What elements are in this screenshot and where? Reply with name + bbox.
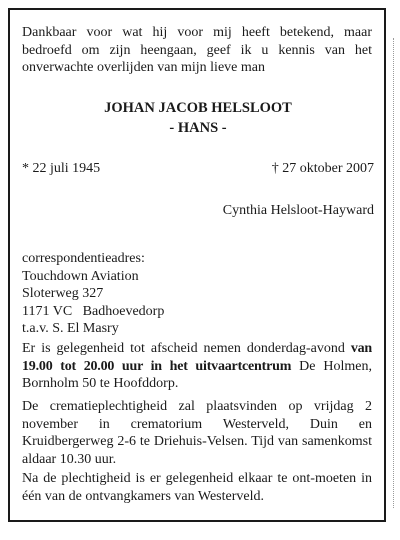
signer-name: Cynthia Helsloot-Hayward	[222, 203, 374, 218]
address-line: Sloterweg 327	[22, 286, 104, 301]
deceased-nickname: - HANS -	[169, 120, 227, 136]
address-label: correspondentieadres:	[22, 251, 145, 266]
address-line: t.a.v. S. El Masry	[22, 321, 119, 336]
reception-paragraph: Na de plechtigheid is er gelegenheid elkaar te ont-moeten in één van de ontvangkamers van Westerveld.	[22, 471, 372, 504]
death-date: † 27 oktober 2007	[271, 161, 374, 176]
correspondence-address	[22, 250, 164, 338]
address-line: Touchdown Aviation	[22, 268, 139, 284]
farewell-address: De Holmen, Bornholm 50 te Hoofddorp.	[22, 358, 372, 391]
farewell-text: Er is gelegenheid tot afscheid nemen donderdag-avond	[22, 341, 351, 356]
farewell-time-location: van 19.00 tot 20.00 uur in het uitvaartcentrum	[22, 341, 372, 374]
address-line: 1171 VC Badhoevedorp	[22, 303, 165, 319]
cremation-paragraph: De crematieplechtigheid zal plaatsvinden op vrijdag 2 november in crematorium Westerveld, Duin en Kruidbergerweg 2-6 te Driehuis-Velsen. Tijd van samenkomst aldaar 10.30 uur.	[22, 399, 372, 467]
birth-date: * 22 juli 1945	[22, 161, 101, 176]
deceased-name: JOHAN JACOB HELSLOOT	[104, 100, 292, 116]
intro-text: Dankbaar voor wat hij voor mij heeft betekend, maar bedroefd om zijn heengaan, geef ik u kennis van het onverwachte overlijden van mijn lieve man	[22, 25, 372, 75]
farewell-paragraph	[22, 340, 372, 393]
scan-edge-line	[393, 38, 397, 508]
